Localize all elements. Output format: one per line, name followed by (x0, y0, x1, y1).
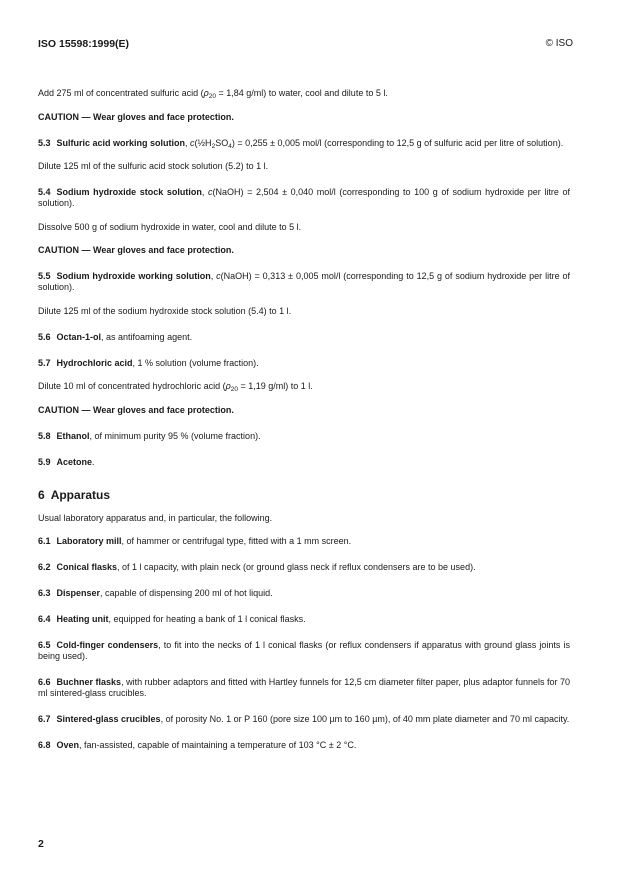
clause-text: (NaOH) = 2,504 ± 0,040 mol/l (corresponding to 100 g of sodium hydroxide per litre of solution). (38, 187, 570, 208)
caution-3: CAUTION — Wear gloves and face protection. (38, 404, 234, 415)
clause-text: , equipped for heating a bank of 1 l conical flasks. (108, 614, 306, 624)
clause-text: , to fit into the necks of 1 l conical flasks (or reflux condensers if apparatus with ground glass joints is being used). (38, 640, 570, 661)
clause-text: , fan-assisted, capable of maintaining a temperature of 103 °C ± 2 °C. (79, 740, 357, 750)
clause-number: 6.1 (38, 536, 51, 546)
caution-1: CAUTION — Wear gloves and face protection. (38, 111, 234, 122)
clause-title: Sulfuric acid working solution (56, 137, 186, 148)
clause-number: 5.4 (38, 187, 51, 197)
clause-number: 6.5 (38, 640, 51, 650)
clause-number: 6.7 (38, 714, 51, 724)
para-5-7 (38, 381, 570, 392)
clause-text: , of minimum purity 95 % (volume fraction). (89, 430, 261, 441)
clause-number: 5.6 (38, 331, 51, 342)
clause-5-9 (38, 457, 570, 468)
section-6-heading (38, 487, 570, 502)
subscript: 20 (208, 93, 216, 100)
clause-number: 5.7 (38, 357, 51, 368)
clause-5-6 (38, 332, 570, 343)
text: = 1,84 g/ml) to water, cool and dilute to 5 l. (215, 88, 388, 98)
subscript: 2 (211, 142, 216, 150)
clause-6-2 (38, 562, 570, 573)
clause-text: (NaOH) = 0,313 ± 0,005 mol/l (corresponding to 12,5 g of sodium hydroxide per litre of solution). (38, 271, 570, 292)
caution-2: CAUTION — Wear gloves and face protection. (38, 245, 234, 255)
clause-6-6 (38, 677, 570, 699)
clause-number: 6.6 (38, 677, 51, 687)
section-title: Apparatus (50, 487, 111, 502)
conc-symbol: c (216, 271, 221, 281)
clause-title: Conical flasks (56, 562, 118, 572)
clause-title: Acetone (56, 456, 93, 467)
clause-text: , of porosity No. 1 or P 160 (pore size 100 µm to 160 µm), of 40 mm plate diameter and 70 ml capacity. (160, 714, 570, 724)
clause-text: , with rubber adaptors and fitted with Hartley funnels for 12,5 cm diameter filter paper, plus adaptor funnels for 70 ml sintered-glass crucibles. (38, 677, 570, 698)
clause-title: Buchner flasks (56, 677, 122, 687)
clause-title: Sodium hydroxide stock solution (56, 187, 202, 197)
clause-title: Dispenser (56, 588, 101, 598)
clause-6-8 (38, 740, 570, 751)
clause-text: . (92, 456, 95, 467)
clause-number: 5.8 (38, 430, 51, 441)
clause-title: Hydrochloric acid (56, 357, 133, 368)
clause-number: 6.4 (38, 614, 51, 624)
clause-6-5 (38, 640, 570, 662)
clause-text: , of 1 l capacity, with plain neck (or ground glass neck if reflux condensers are to be used). (117, 562, 476, 572)
page-number: 2 (38, 838, 44, 850)
clause-5-3: 5.3 Sulfuric acid working solution, $c(\frac{1}{2}H_2SO_4) = 0,255 \pm 0,005$ mol/l (corresponding to 12,5 g of sulfuric acid per litre of solution). (38, 137, 564, 150)
clause-title: Sodium hydroxide working solution (56, 271, 211, 281)
text: = 1,19 g/ml) to 1 l. (237, 381, 313, 391)
para-5-3: Dilute 125 ml of the sulfuric acid stock solution (5.2) to 1 l. (38, 161, 269, 171)
clause-number: 5.3 (38, 137, 51, 148)
formula: SO (215, 137, 229, 148)
section-number: 6 (38, 487, 45, 502)
header-copyright: © ISO (545, 38, 573, 49)
clause-title: Cold-finger condensers (56, 640, 159, 650)
formula: (½H (194, 137, 212, 148)
clause-title: Laboratory mill (56, 536, 122, 546)
clause-title: Ethanol (56, 430, 90, 441)
para-5-5: Dilute 125 ml of the sodium hydroxide stock solution (5.4) to 1 l. (38, 305, 292, 316)
clause-title: Heating unit (56, 614, 109, 624)
clause-title: Sintered-glass crucibles (56, 714, 161, 724)
clause-6-4 (38, 614, 570, 625)
para-acid-stock-prep (38, 88, 570, 99)
text: Dilute 10 ml of concentrated hydrochloric acid ( (38, 381, 226, 391)
subscript: 4 (228, 142, 232, 150)
para-6-intro: Usual laboratory apparatus and, in particular, the following. (38, 512, 273, 523)
clause-title: Oven (56, 740, 80, 750)
clause-number: 5.5 (38, 271, 51, 281)
subscript: 20 (230, 386, 238, 393)
text: Add 275 ml of concentrated sulfuric acid ( (38, 88, 204, 98)
clause-text: , of hammer or centrifugal type, fitted with a 1 mm screen. (121, 536, 352, 546)
clause-number: 6.2 (38, 562, 51, 572)
conc-symbol: c (207, 187, 213, 197)
rho-symbol: ρ (225, 381, 231, 391)
clause-6-7 (38, 714, 570, 725)
clause-text: ) = 0,255 ± 0,005 mol/l (corresponding to 12,5 g of sulfuric acid per litre of solution). (231, 137, 564, 148)
clause-text: , capable of dispensing 200 ml of hot liquid. (100, 588, 273, 598)
para-5-4: Dissolve 500 g of sodium hydroxide in water, cool and dilute to 5 l. (38, 221, 302, 232)
clause-6-1 (38, 536, 570, 547)
clause-5-4: 5.4 Sodium hydroxide stock solution, c(NaOH) = 2,504 ± 0,040 mol/l (corresponding to 100 g of sodium hydroxide per litre of solution). (38, 187, 570, 208)
header-doc-id: ISO 15598:1999(E) (38, 38, 130, 50)
clause-number: 5.9 (38, 456, 51, 467)
clause-title: Octan-1-ol (56, 331, 102, 342)
clause-5-5: 5.5 Sodium hydroxide working solution, c(NaOH) = 0,313 ± 0,005 mol/l (corresponding to 12,5 g of sodium hydroxide per litre of solution). (38, 271, 570, 292)
rho-symbol: ρ (203, 88, 209, 98)
clause-text: , as antifoaming agent. (101, 331, 193, 342)
conc-symbol: c (190, 137, 195, 148)
clause-number: 6.8 (38, 740, 51, 750)
clause-number: 6.3 (38, 588, 51, 598)
page-body (38, 88, 570, 764)
clause-5-7 (38, 358, 570, 369)
clause-6-3 (38, 588, 570, 599)
clause-text: , 1 % solution (volume fraction). (132, 357, 259, 368)
clause-5-8 (38, 431, 570, 442)
